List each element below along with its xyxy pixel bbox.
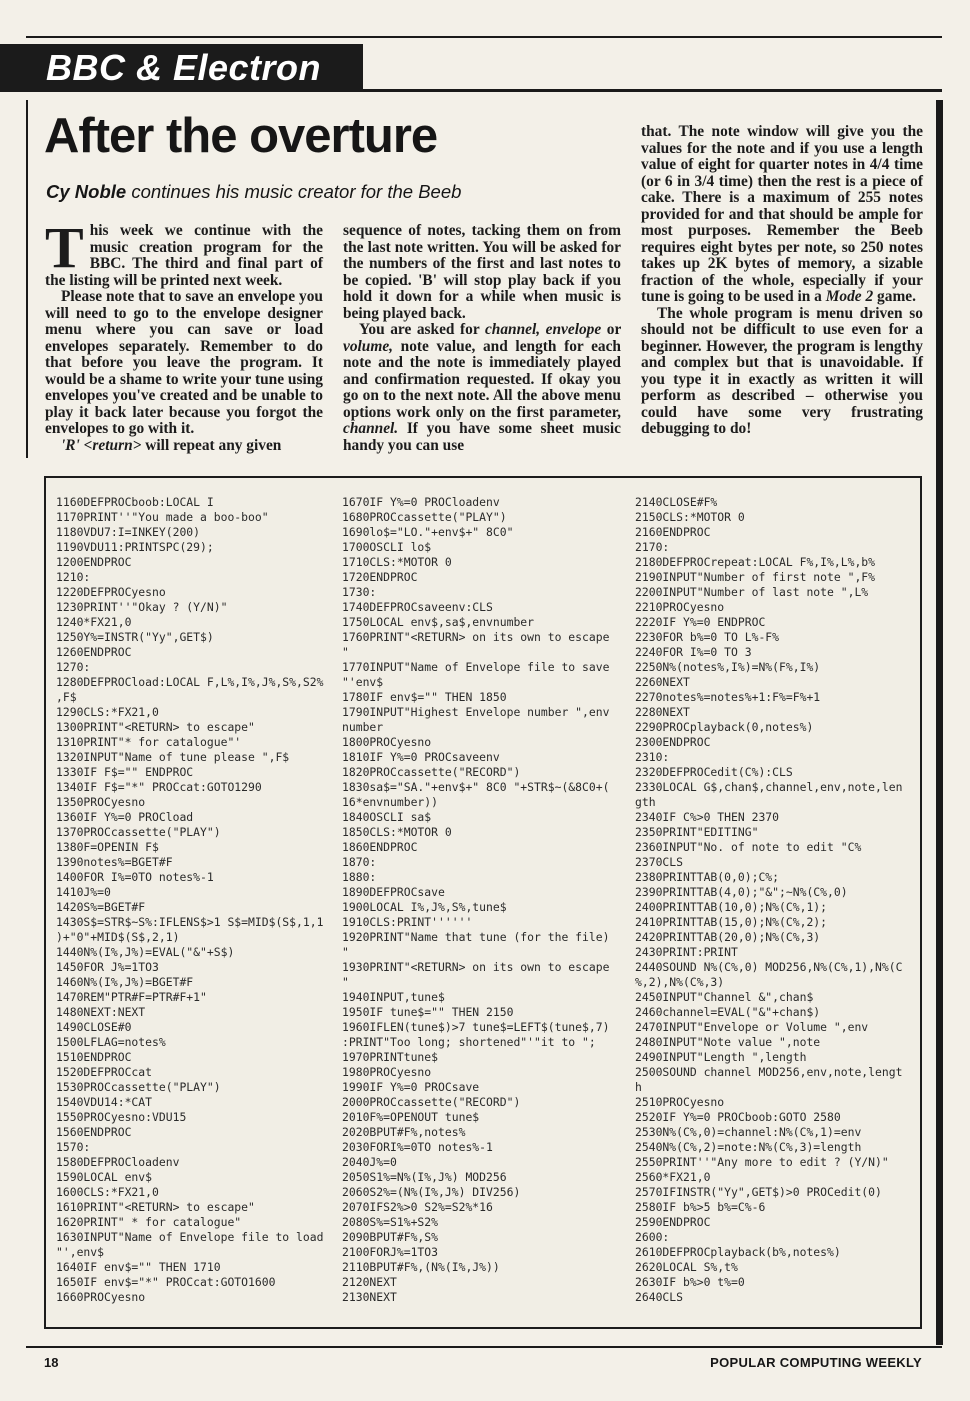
listing-line: 1420S%=BGET#F [56, 900, 146, 914]
listing-line: 1500LFLAG=notes% [56, 1035, 166, 1049]
listing-line: 2230FOR b%=0 TO L%-F% [635, 630, 780, 644]
article-paragraph-5: The whole program is menu driven so should not be difficult to use even for a beginner. However, the program is lengthy and complex but that is unavoidable. If you type it in exactly as written it will perform as described – otherwise you could have some very frustrating debugging to do! [641, 304, 923, 437]
listing-line: 2530N%(C%,0)=channel:N%(C%,1)=env [635, 1125, 862, 1139]
banner-rule [363, 89, 942, 92]
magazine-name: POPULAR COMPUTING WEEKLY [710, 1355, 922, 1370]
listing-line: 2130NEXT [342, 1290, 397, 1304]
listing-line: 1530PROCcassette("PLAY") [56, 1080, 221, 1094]
listing-line: 1350PROCyesno [56, 795, 146, 809]
listing-line: 1770INPUT"Name of Envelope file to save [342, 660, 610, 674]
listing-line: 2620LOCAL S%,t% [635, 1260, 738, 1274]
frame-right-rule [936, 100, 943, 1345]
listing-line: 1620PRINT" * for catalogue" [56, 1215, 242, 1229]
listing-line: )+"0"+MID$(S$,2,1) [56, 930, 180, 944]
listing-line: 2320DEFPROCedit(C%):CLS [635, 765, 793, 779]
listing-line: 1630INPUT"Name of Envelope file to load [56, 1230, 324, 1244]
listing-line: 2260NEXT [635, 675, 690, 689]
listing-line: 1830sa$="SA."+env$+" 8C0 "+STR$~(&8C0+( [342, 780, 610, 794]
listing-line: 2100FORJ%=1TO3 [342, 1245, 439, 1259]
listing-line: 1490CLOSE#0 [56, 1020, 132, 1034]
listing-line: 2110BPUT#F%,(N%(I%,J%)) [342, 1260, 500, 1274]
listing-line: 2170: [635, 540, 670, 554]
listing-line: 1910CLS:PRINT'''''' [342, 915, 473, 929]
listing-line: 2380PRINTTAB(0,0);C%; [635, 870, 780, 884]
listing-column-3 [635, 495, 902, 1305]
listing-line: 2050S1%=N%(I%,J%) MOD256 [342, 1170, 507, 1184]
listing-line: 1250Y%=INSTR("Yy",GET$) [56, 630, 214, 644]
listing-line: 1990IF Y%=0 PROCsave [342, 1080, 480, 1094]
listing-line: ,F$ [56, 690, 77, 704]
listing-line: 1800PROCyesno [342, 735, 432, 749]
listing-line: 1870: [342, 855, 377, 869]
listing-line: :PRINT"Too long; shortened"'"it to "; [342, 1035, 596, 1049]
page-number: 18 [44, 1355, 59, 1370]
listing-line: 2150CLS:*MOTOR 0 [635, 510, 745, 524]
listing-line: 1230PRINT''"Okay ? (Y/N)" [56, 600, 228, 614]
listing-line: 1550PROCyesno:VDU15 [56, 1110, 187, 1124]
p4-text-a: You are asked for [359, 321, 480, 338]
listing-line: " [342, 945, 349, 959]
listing-line: 2020BPUT#F%,notes% [342, 1125, 466, 1139]
listing-line: 1310PRINT"* for catalogue"' [56, 735, 242, 749]
paragraph-4-continued: that. The note window will give you the values for the note and if you use a length value of eight for quarter notes in 4/4 time (or 6 in 3/4 time) then the rest is a piece of cake. There is a maximum of 255 notes provided for and that should be ample for most purposes. Remember the Beeb requires eight bytes per note, so 250 notes takes up 2K bytes of memory, a sizable fraction of the whole, especially if your tune is going to be used in a Mode 2 game. [641, 123, 923, 305]
listing-line: 1170PRINT''"You made a boo-boo" [56, 510, 269, 524]
listing-line: 1780IF env$="" THEN 1850 [342, 690, 507, 704]
listing-line: 1940INPUT,tune$ [342, 990, 445, 1004]
listing-line: 2330LOCAL G$,chan$,channel,env,note,len [635, 780, 903, 794]
frame-left-rule [26, 100, 28, 458]
listing-line: 2200INPUT"Number of last note ",L% [635, 585, 869, 599]
listing-line: "'env$ [342, 675, 384, 689]
listing-line: 1360IF Y%=0 PROCload [56, 810, 194, 824]
p4-text-b: or [606, 321, 621, 338]
listing-line: 2360INPUT"No. of note to edit "C% [635, 840, 862, 854]
listing-line: 1370PROCcassette("PLAY") [56, 825, 221, 839]
program-listing [44, 476, 922, 1329]
article-column-3 [641, 124, 923, 438]
listing-line: 2340IF C%>0 THEN 2370 [635, 810, 780, 824]
listing-line: 2560*FX21,0 [635, 1170, 711, 1184]
listing-line: 1600CLS:*FX21,0 [56, 1185, 159, 1199]
listing-line: 2300ENDPROC [635, 735, 711, 749]
listing-line: 1340IF F$="*" PROCcat:GOTO1290 [56, 780, 262, 794]
listing-line: 1320INPUT"Name of tune please ",F$ [56, 750, 290, 764]
listing-line: 2460channel=EVAL("&"+chan$) [635, 1005, 821, 1019]
listing-line: 2250N%(notes%,I%)=N%(F%,I%) [635, 660, 821, 674]
listing-line: 1640IF env$="" THEN 1710 [56, 1260, 221, 1274]
listing-line: 1200ENDPROC [56, 555, 132, 569]
drop-cap: T [45, 215, 84, 280]
footer-rule [26, 1346, 942, 1348]
article-column-2 [343, 223, 621, 454]
listing-line: 1700OSCLI lo$ [342, 540, 432, 554]
listing-line: 2060S2%=(N%(I%,J%) DIV256) [342, 1185, 521, 1199]
listing-line: 2570IFINSTR("Yy",GET$)>0 PROCedit(0) [635, 1185, 882, 1199]
listing-line: 1660PROCyesno [56, 1290, 146, 1304]
listing-line: " [342, 645, 349, 659]
listing-line: 2550PRINT''"Any more to edit ? (Y/N)" [635, 1155, 889, 1169]
listing-line: 1410J%=0 [56, 885, 111, 899]
listing-line: " [342, 975, 349, 989]
listing-line: 1960IFLEN(tune$)>7 tune$=LEFT$(tune$,7) [342, 1020, 610, 1034]
listing-line: 1470REM"PTR#F=PTR#F+1" [56, 990, 207, 1004]
listing-line: 1810IF Y%=0 PROCsaveenv [342, 750, 500, 764]
listing-line: 2270notes%=notes%+1:F%=F%+1 [635, 690, 821, 704]
listing-line: 1590LOCAL env$ [56, 1170, 153, 1184]
listing-line: 2000PROCcassette("RECORD") [342, 1095, 521, 1109]
listing-line: 1650IF env$="*" PROCcat:GOTO1600 [56, 1275, 276, 1289]
listing-line: 1920PRINT"Name that tune (for the file) [342, 930, 610, 944]
listing-line: 2310: [635, 750, 670, 764]
listing-line: 1730: [342, 585, 377, 599]
listing-line: 1680PROCcassette("PLAY") [342, 510, 507, 524]
standfirst [46, 180, 461, 204]
listing-line: 1160DEFPROCboob:LOCAL I [56, 495, 214, 509]
author-name: Cy Noble [46, 181, 127, 202]
listing-line: 1270: [56, 660, 91, 674]
listing-line: 1750LOCAL env$,sa$,envnumber [342, 615, 535, 629]
listing-line: 2430PRINT:PRINT [635, 945, 738, 959]
listing-line: 1880: [342, 870, 377, 884]
listing-line: 2490INPUT"Length ",length [635, 1050, 807, 1064]
p4-emphasis-3: channel. [343, 420, 399, 437]
listing-line: 2220IF Y%=0 ENDPROC [635, 615, 766, 629]
listing-line: 2630IF b%>0 t%=0 [635, 1275, 745, 1289]
article-paragraph-1 [45, 215, 323, 289]
paragraph-3-continued: sequence of notes, tacking them on from the last note written. You will be asked for the numbers of the first and last notes to be copied. 'B' will stop play back if you hold it down for a while when music is being played back. [343, 222, 621, 322]
listing-line: 2510PROCyesno [635, 1095, 725, 1109]
listing-line: 1820PROCcassette("RECORD") [342, 765, 521, 779]
listing-line: 1400FOR I%=0TO notes%-1 [56, 870, 214, 884]
listing-line: %,2),N%(C%,3) [635, 975, 725, 989]
listing-line: 1840OSCLI sa$ [342, 810, 432, 824]
listing-line: 1580DEFPROCloadenv [56, 1155, 180, 1169]
article-paragraph-3-start [45, 438, 323, 455]
listing-line: 2280NEXT [635, 705, 690, 719]
listing-line: 1540VDU14:*CAT [56, 1095, 153, 1109]
p4-emphasis-1: channel, envelope [484, 321, 602, 338]
p4-text-c: note value, and length for each note and the note is immediately played and confirmation requested. If okay you go on to the next note. All the above menu options work only on the first parameter, [343, 337, 621, 421]
listing-line: 2420PRINTTAB(20,0);N%(C%,3) [635, 930, 821, 944]
listing-line: 2580IF b%>5 b%=C%-6 [635, 1200, 766, 1214]
listing-line: 1460N%(I%,J%)=BGET#F [56, 975, 194, 989]
top-rule [26, 36, 942, 38]
listing-line: 1510ENDPROC [56, 1050, 132, 1064]
listing-line: 1190VDU11:PRINTSPC(29); [56, 540, 214, 554]
listing-line: 2190INPUT"Number of first note ",F% [635, 570, 876, 584]
listing-line: 1450FOR J%=1TO3 [56, 960, 159, 974]
p4-emphasis-2: volume, [343, 337, 394, 355]
listing-line: 1180VDU7:I=INKEY(200) [56, 525, 201, 539]
p4-text-e: game. [877, 288, 916, 305]
listing-line: 1900LOCAL I%,J%,S%,tune$ [342, 900, 507, 914]
return-key-ref: 'R' <return> [61, 436, 142, 454]
listing-line: 2610DEFPROCplayback(b%,notes%) [635, 1245, 841, 1259]
listing-line: 2450INPUT"Channel &",chan$ [635, 990, 814, 1004]
listing-line: 1690lo$="LO."+env$+" 8C0" [342, 525, 514, 539]
listing-line: 1670IF Y%=0 PROCloadenv [342, 495, 500, 509]
paragraph-1-text: his week we continue with the music creation program for the BBC. The third and final part of the listing will be printed next week. [45, 222, 323, 289]
listing-line: 2040J%=0 [342, 1155, 397, 1169]
listing-line: 2290PROCplayback(0,notes%) [635, 720, 814, 734]
listing-line: 1280DEFPROCload:LOCAL F,L%,I%,J%,S%,S2% [56, 675, 324, 689]
listing-line: 2090BPUT#F%,S% [342, 1230, 439, 1244]
listing-line: 2240FOR I%=0 TO 3 [635, 645, 752, 659]
listing-line: 2160ENDPROC [635, 525, 711, 539]
listing-line: 1710CLS:*MOTOR 0 [342, 555, 452, 569]
article-paragraph-4 [343, 322, 621, 454]
listing-line: 1890DEFPROCsave [342, 885, 445, 899]
listing-line: 2080S%=S1%+S2% [342, 1215, 439, 1229]
listing-line: 1860ENDPROC [342, 840, 418, 854]
listing-line: 1760PRINT"<RETURN> on its own to escape [342, 630, 610, 644]
listing-line: 1440N%(I%,J%)=EVAL("&"+S$) [56, 945, 235, 959]
listing-line: 2590ENDPROC [635, 1215, 711, 1229]
headline: After the overture [44, 109, 438, 163]
listing-line: 1570: [56, 1140, 91, 1154]
listing-line: 1560ENDPROC [56, 1125, 132, 1139]
listing-line: number [342, 720, 384, 734]
listing-line: 1240*FX21,0 [56, 615, 132, 629]
listing-line: 2400PRINTTAB(10,0);N%(C%,1); [635, 900, 828, 914]
listing-line: 1740DEFPROCsaveenv:CLS [342, 600, 493, 614]
p4-emphasis-4: Mode 2 [825, 288, 874, 305]
listing-line: gth [635, 795, 656, 809]
listing-line: 2370CLS [635, 855, 684, 869]
listing-line: 2410PRINTTAB(15,0);N%(C%,2); [635, 915, 828, 929]
listing-line: 2480INPUT"Note value ",note [635, 1035, 821, 1049]
listing-line: 1610PRINT"<RETURN> to escape" [56, 1200, 255, 1214]
p4-text-d-start: If you have some sheet music handy you can use [343, 420, 621, 454]
listing-line: 2180DEFPROCrepeat:LOCAL F%,I%,L%,b% [635, 555, 876, 569]
listing-line: 1970PRINTtune$ [342, 1050, 439, 1064]
paragraph-3-text-a: will repeat any given [145, 436, 282, 454]
listing-line: 2520IF Y%=0 PROCboob:GOTO 2580 [635, 1110, 841, 1124]
listing-line: 2390PRINTTAB(4,0);"&";~N%(C%,0) [635, 885, 848, 899]
listing-line: 2470INPUT"Envelope or Volume ",env [635, 1020, 869, 1034]
listing-line: h [635, 1080, 642, 1094]
listing-line: 1300PRINT"<RETURN> to escape" [56, 720, 255, 734]
listing-line: 1520DEFPROCcat [56, 1065, 153, 1079]
listing-line: 1260ENDPROC [56, 645, 132, 659]
listing-line: 2500SOUND channel MOD256,env,note,lengt [635, 1065, 903, 1079]
listing-line: 2540N%(C%,2)=note:N%(C%,3)=length [635, 1140, 862, 1154]
listing-line: 1380F=OPENIN F$ [56, 840, 159, 854]
article-paragraph-2: Please note that to save an envelope you will need to go to the envelope designer menu where you can save or load envelopes separately. Remember to do that before you leave the program. It would be a shame to write your tune using envelopes you've created and be unable to play it back later because you forgot the envelopes to go with it. [45, 288, 323, 437]
listing-line: 2120NEXT [342, 1275, 397, 1289]
listing-line: 1980PROCyesno [342, 1065, 432, 1079]
listing-line: 1850CLS:*MOTOR 0 [342, 825, 452, 839]
section-banner: BBC & Electron [0, 44, 363, 92]
article-column-1 [45, 215, 323, 454]
listing-line: 1390notes%=BGET#F [56, 855, 173, 869]
listing-line: "',env$ [56, 1245, 105, 1259]
listing-line: 16*envnumber)) [342, 795, 439, 809]
listing-line: 1220DEFPROCyesno [56, 585, 166, 599]
listing-line: 2600: [635, 1230, 670, 1244]
listing-column-2 [342, 495, 609, 1305]
listing-line: 1210: [56, 570, 91, 584]
standfirst-text: continues his music creator for the Beeb [131, 181, 462, 202]
listing-line: 1930PRINT"<RETURN> on its own to escape [342, 960, 610, 974]
listing-line: 2640CLS [635, 1290, 684, 1304]
listing-line: 2140CLOSE#F% [635, 495, 718, 509]
listing-line: 2070IFS2%>0 S2%=S2%*16 [342, 1200, 493, 1214]
listing-line: 1720ENDPROC [342, 570, 418, 584]
listing-line: 2210PROCyesno [635, 600, 725, 614]
listing-line: 2010F%=OPENOUT tune$ [342, 1110, 480, 1124]
listing-line: 1480NEXT:NEXT [56, 1005, 146, 1019]
listing-line: 1330IF F$="" ENDPROC [56, 765, 194, 779]
listing-line: 2350PRINT"EDITING" [635, 825, 759, 839]
listing-line: 1290CLS:*FX21,0 [56, 705, 159, 719]
listing-column-1 [56, 495, 323, 1305]
listing-line: 1790INPUT"Highest Envelope number ",env [342, 705, 610, 719]
listing-line: 1430S$=STR$~S%:IFLENS$>1 S$=MID$(S$,1,1 [56, 915, 324, 929]
listing-line: 2440SOUND N%(C%,0) MOD256,N%(C%,1),N%(C [635, 960, 903, 974]
listing-line: 1950IF tune$="" THEN 2150 [342, 1005, 514, 1019]
listing-line: 2030FORI%=0TO notes%-1 [342, 1140, 493, 1154]
